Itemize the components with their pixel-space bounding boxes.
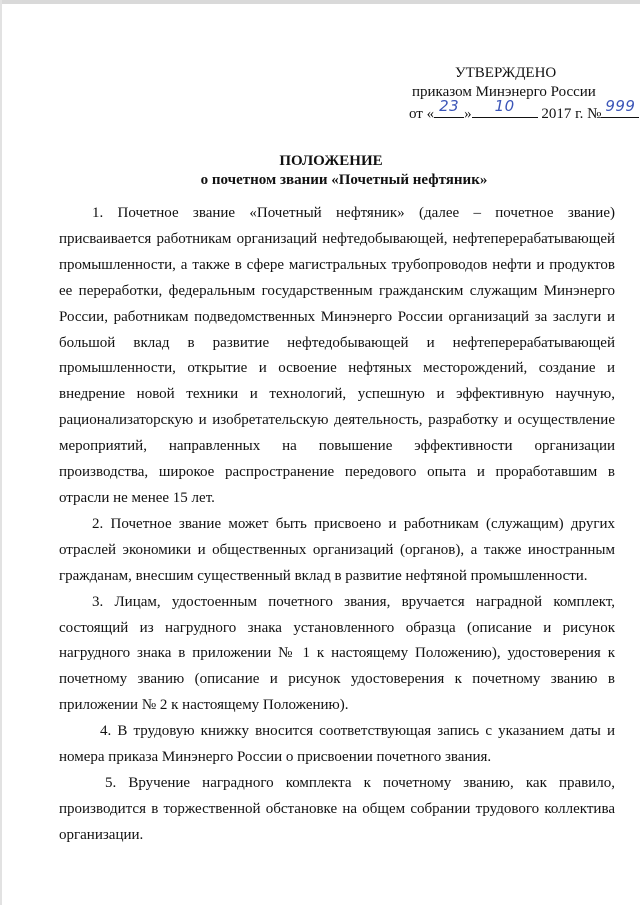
date-prefix: от « xyxy=(409,106,435,122)
title-subtitle: о почетном звании «Почетный нефтяник» xyxy=(200,172,488,188)
day-blank xyxy=(434,97,464,118)
handwritten-month: 10 xyxy=(494,97,515,115)
year-number-label: 2017 г. № xyxy=(541,106,602,122)
title-main: ПОЛОЖЕНИЕ xyxy=(279,153,383,169)
paragraph-5: 5. Вручение наградного комплекта к почетному званию, как правило, производится в торжественной обстановке на общем собрании трудового коллектива организации. xyxy=(59,774,615,843)
page-edge xyxy=(0,0,640,4)
handwritten-day: 23 xyxy=(439,97,460,115)
paragraph-1: 1. Почетное звание «Почетный нефтяник» (далее – почетное звание) присваивается работникам организаций нефтедобывающей, нефтеперерабатывающей промышленности, а также в сфере магистральных трубопроводов нефти и продуктов ее переработки, федеральным государственным гражданским служащим Минэнерго России, работникам подведомственных Минэнерго России организаций за заслуги и большой вклад в развитие нефтедобывающей и нефтеперерабатывающей промышленности, открытие и освоение нефтяных месторождений, создание и внедрение новой техники и технологий, успешную и эффективную научную, рационализаторскую и изобретательскую деятельность, разработку и осуществление мероприятий, направленных на повышение эффективности организации производства, широкое распространение передового опыта и проработавшим в отрасли не менее 15 лет. xyxy=(59,205,615,506)
document-title xyxy=(0,152,640,190)
handwritten-number: 999 xyxy=(605,97,636,115)
order-date-line xyxy=(395,97,636,124)
month-blank xyxy=(472,97,538,118)
approval-stamp xyxy=(395,64,636,124)
paragraph-3: 3. Лицам, удостоенным почетного звания, вручается наградной комплект, состоящий из нагрудного знака установленного образца (описание и рисунок нагрудного знака в приложении № 1 к настоящему Положению), удостоверения к почетному званию (описание и рисунок удостоверения к почетному званию в приложении № 2 к настоящему Положению). xyxy=(59,593,615,714)
paragraph-2: 2. Почетное звание может быть присвоено и работникам (служащим) других отраслей экономики и общественных организаций (органов), а также иностранным гражданам, внесшим существенный вклад в развитие нефтяной промышленности. xyxy=(59,515,615,584)
page-edge-left xyxy=(0,0,2,905)
approved-label: УТВЕРЖДЕНО xyxy=(455,65,557,81)
paragraph-4: 4. В трудовую книжку вносится соответствующая запись с указанием даты и номера приказа Минэнерго России о присвоении почетного звания. xyxy=(59,723,615,766)
order-label: приказом Минэнерго России xyxy=(412,84,596,100)
number-blank xyxy=(601,97,639,118)
date-quote-close: » xyxy=(464,106,472,122)
document-body xyxy=(59,201,615,849)
